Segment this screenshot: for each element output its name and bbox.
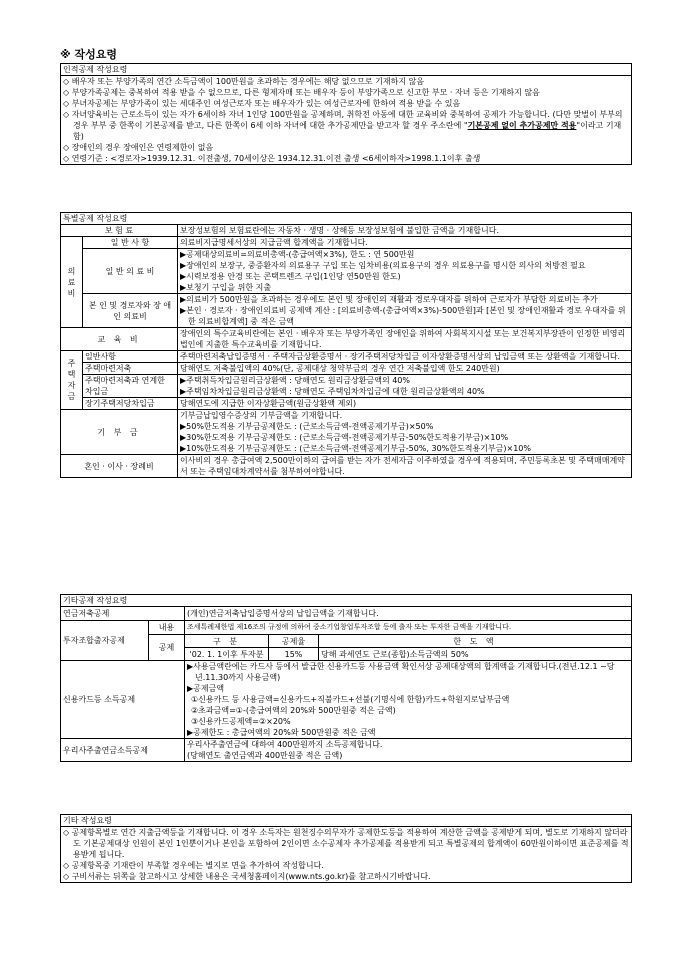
- general-medical-line: ▶시력보정용 안경 또는 콘택트렌즈 구입(1인당 연50만원 한도): [180, 272, 401, 281]
- misc-section: [60, 814, 632, 883]
- donation-line: ▶30%한도적용 기부금공제한도 : (근로소득금액-전액공제기부금-50%한도적용기부금)×10%: [180, 433, 509, 442]
- medical-group-label: [61, 237, 83, 328]
- donation-line: ▶10%한도적용 기부금공제한도 : (근로소득금액-전액공제기부금-50%, 30%한도적용기부금)×10%: [180, 444, 531, 453]
- card-line: ②초과금액=①-(총급여액의 20%와 500만원중 적은 금액): [191, 706, 396, 715]
- personal-item-4-text: ◇ 자녀양육비는 근로소득이 있는 자가 6세이하 자녀 1인당 100만원을 공제하며, 취학전 아동에 대한 교육비와 중복하여 공제가 가능합니다. (다만 맞벌이 부부의 경우 부부 중 한쪽이 기본공제를 받고, 다른 한쪽이 6세 이하 자녀에 대한 추가공제만을 받고자 할 경우 주소란에 ": [63, 110, 623, 130]
- retire-label: 우리사주출연금소득공제: [61, 739, 185, 762]
- document-title: ※ 작성요령: [60, 48, 118, 61]
- general-medical-line: ▶공제대상의료비=의료비총액-(총급여액×3%), 한도 : 연 500만원: [180, 250, 415, 259]
- other-deduction-section: [60, 594, 632, 762]
- invest-content-label: 내용: [149, 621, 185, 635]
- wedding-label: 혼인 · 이사 · 장례비: [61, 455, 178, 478]
- housing-group-label: [61, 351, 83, 410]
- retire-lines: [185, 739, 632, 762]
- retire-line: (당해연도 출연금액과 400만원중 적은 금액): [187, 751, 343, 760]
- general-medical-label: 일 반 의 료 비: [83, 249, 178, 294]
- personal-item-1: ◇ 배우자 또는 부양가족의 연간 소득금액이 100만원을 초과하는 경우에는 해당 없으므로 기재하지 않음: [63, 77, 425, 86]
- housing-group-text: 주택자금: [67, 359, 76, 401]
- personal-item-6: ◇ 연령기준 : <경로자>1939.12.31. 이전출생, 70세이상은 1934.12.31.이전 출생 <6세이하자>1998.1.1이후 출생: [63, 154, 481, 163]
- medical-general-label: 일 반 사 항: [83, 237, 178, 249]
- pension-label: 연금저축공제: [61, 607, 185, 621]
- elder-medical-label: 본 인 및 경로자와 장 애 인 의료비: [83, 294, 178, 328]
- personal-item-2: ◇ 부양가족공제는 중복하여 적용 받을 수 없으므로, 다른 형제자매 또는 배우자 등이 부양가족으로 신고한 부모 · 자녀 등은 기재하지 않음: [63, 88, 540, 97]
- invest-content-text: 조세특례제한법 제16조의 규정에 의하여 중소기업창업투자조합 등에 출자 또는 투자한 금액을 기재합니다.: [185, 621, 632, 635]
- invest-header-rate: 공제율: [269, 635, 319, 648]
- card-lines: [185, 661, 632, 739]
- insurance-label: 보 험 료: [61, 225, 178, 237]
- donation-lines: [178, 410, 632, 455]
- invest-row-limit: 당해 과세연도 근로(종합)소득금액의 50%: [319, 648, 632, 661]
- general-medical-line: ▶보청기 구입을 위한 지출: [180, 283, 272, 292]
- education-label: 교 육 비: [61, 328, 178, 351]
- special-header: 특별공제 작성요령: [61, 213, 632, 225]
- donation-label: 기 부 금: [61, 410, 178, 455]
- elder-medical-lines: [178, 294, 632, 328]
- personal-item-5: ◇ 장애인의 경우 장애인은 연령제한이 없음: [63, 143, 214, 152]
- card-label: 신용카드등 소득공제: [61, 661, 185, 739]
- housing-saving-label: 주택마련저축: [83, 363, 178, 375]
- housing-saving-text: 당해연도 저축불입액의 40%(단, 공제대상 청약부금의 경우 연간 저축불입액 한도 240만원): [178, 363, 632, 375]
- misc-notes: [61, 827, 632, 883]
- misc-item-1: ◇ 공제항목별로 연간 지출금액등을 기재합니다. 이 경우 소득자는 원천징수의무자가 공제한도등을 적용하여 계산한 금액을 공제받게 되며, 별도로 기재하지 않더라도 기본공제대상 인원이 본인 1인뿐이거나 본인을 포함하여 2인이면 소수공제자 추가공제를 적용받게 되고 특별공제의 합계액이 60만원이하이면 표준공제를 적용받게 됩니다.: [63, 828, 629, 859]
- card-line: ①신용카드 등 사용금액=신용카드+직불카드+선불(기명식에 한함)카드+학원지로납부금액: [191, 695, 510, 704]
- retire-line: 우리사주출연금에 대하여 400만원까지 소득공제합니다.: [187, 740, 383, 749]
- housing-link-lines: [178, 375, 632, 398]
- special-deduction-section: [60, 212, 632, 478]
- invest-row-category: '02. 1. 1이후 투자분: [185, 648, 269, 661]
- invest-header-limit: 한 도 액: [319, 635, 632, 648]
- donation-line: 기부금납입영수증상의 기부금액을 기재합니다.: [180, 411, 343, 420]
- medical-general-text: 의료비지급명세서상의 지급금액 합계액을 기재합니다.: [178, 237, 632, 249]
- general-medical-lines: [178, 249, 632, 294]
- personal-item-4-tail: "이라고 기재함): [73, 121, 622, 141]
- elder-medical-line: ▶의료비가 500만원을 초과하는 경우에도 본인 및 장애인의 재활과 경로우대자를 위하여 근로자가 부담한 의료비는 추가: [180, 295, 598, 304]
- housing-general-label: 일반사항: [83, 351, 178, 363]
- invest-label: 투자조합출자공제: [61, 621, 149, 661]
- card-line: ▶공제한도 : 총급여액의 20%와 500만원중 적은 금액: [187, 728, 376, 737]
- personal-notes: [61, 76, 632, 165]
- pension-text: (개인)연금저축납입증명서상의 납입금액을 기재합니다.: [185, 607, 632, 621]
- misc-item-2: ◇ 공제항목중 기재란이 부족할 경우에는 별지로 면을 추가하여 작성합니다.: [63, 861, 324, 870]
- card-line: ③신용카드공제액=②×20%: [191, 717, 291, 726]
- misc-header: 기타 작성요령: [61, 815, 632, 827]
- invest-header-category: 구 분: [185, 635, 269, 648]
- medical-group-text: 의료비: [67, 266, 76, 298]
- personal-item-4: [63, 109, 629, 142]
- elder-medical-line: ▶본인 · 경로자 · 장애인의료비 공제액 계산 : [의료비총액-(총급여액×3%)-500만원]과 [본인 및 장애인재활과 경로 우대자를 위한 의료비합계액] 중 적은 금액: [180, 306, 626, 326]
- education-text: 장애인의 특수교육비란에는 본인 · 배우자 또는 부양가족인 장애인을 위하여 사회복지시설 또는 보건복지부장관이 인정한 비영리법인에 지출한 특수교육비를 기재합니다.: [178, 328, 632, 351]
- misc-item-3: ◇ 구비서류는 뒤쪽을 참고하시고 상세한 내용은 국세청홈페이지(www.nts.go.kr)를 참고하시기바랍니다.: [63, 872, 431, 881]
- personal-item-3: ◇ 부녀자공제는 부양가족이 있는 세대주인 여성근로자 또는 배우자가 있는 여성근로자에 한하여 적용 받을 수 있음: [63, 99, 461, 108]
- donation-line: ▶50%한도적용 기부금공제한도 : (근로소득금액-전액공제기부금)×50%: [180, 422, 434, 431]
- housing-long-text: 당해연도에 지급한 이자상환금액(원금상환액 제외): [178, 398, 632, 410]
- invest-row-rate: 15%: [269, 648, 319, 661]
- housing-link-line: ▶주택임차차입금원리금상환액 : 당해연도 주택임차차입금에 대한 원리금상환액의 40%: [180, 387, 485, 396]
- personal-deduction-section: [60, 63, 632, 165]
- wedding-text: 이사비의 경우 총급여액 2,500만이하의 급여를 받는 자가 전세자금 이주하였을 경우에 적용되며, 주민등록초본 및 주택매매계약서 또는 주택임대차계약서를 첨부하여야합니다.: [178, 455, 632, 478]
- general-medical-line: ▶장애인의 보장구, 중증환자의 의료용구 구입 또는 임차비용(의료용구의 경우 의료용구를 명시한 의사의 처방전 필요: [180, 261, 586, 270]
- housing-link-line: ▶주택취득차입금원리금상환액 : 당해연도 원리금상환금액의 40%: [180, 376, 410, 385]
- card-line: ▶공제금액: [187, 684, 225, 693]
- housing-link-label: 주택마련저축과 연계한 차입금: [83, 375, 178, 398]
- housing-general-text: 주택마련저축납입증명서 · 주택자금상환증명서 · 장기주택저당차입금 이자상환증명서상의 납입금액 또는 상환액을 기재합니다.: [178, 351, 632, 363]
- card-line: ▶사용금액란에는 카드사 등에서 발급한 신용카드등 사용금액 확인서상 공제대상액의 합계액을 기재합니다.(전년.12.1 ~당년.11.30까지 사용금액): [187, 662, 615, 682]
- other-header: 기타공제 작성요령: [61, 595, 632, 607]
- invest-deduction-label: 공제: [149, 635, 185, 661]
- insurance-text: 보장성보험의 보험료란에는 자동차 · 생명 · 상해등 보장성보험에 불입한 금액을 기재합니다.: [178, 225, 632, 237]
- personal-item-4-bold: 기본공제 없이 추가공제만 적용: [467, 121, 577, 130]
- personal-header: 인적공제 작성요령: [61, 64, 632, 76]
- housing-long-label: 장기주택저당차입금: [83, 398, 178, 410]
